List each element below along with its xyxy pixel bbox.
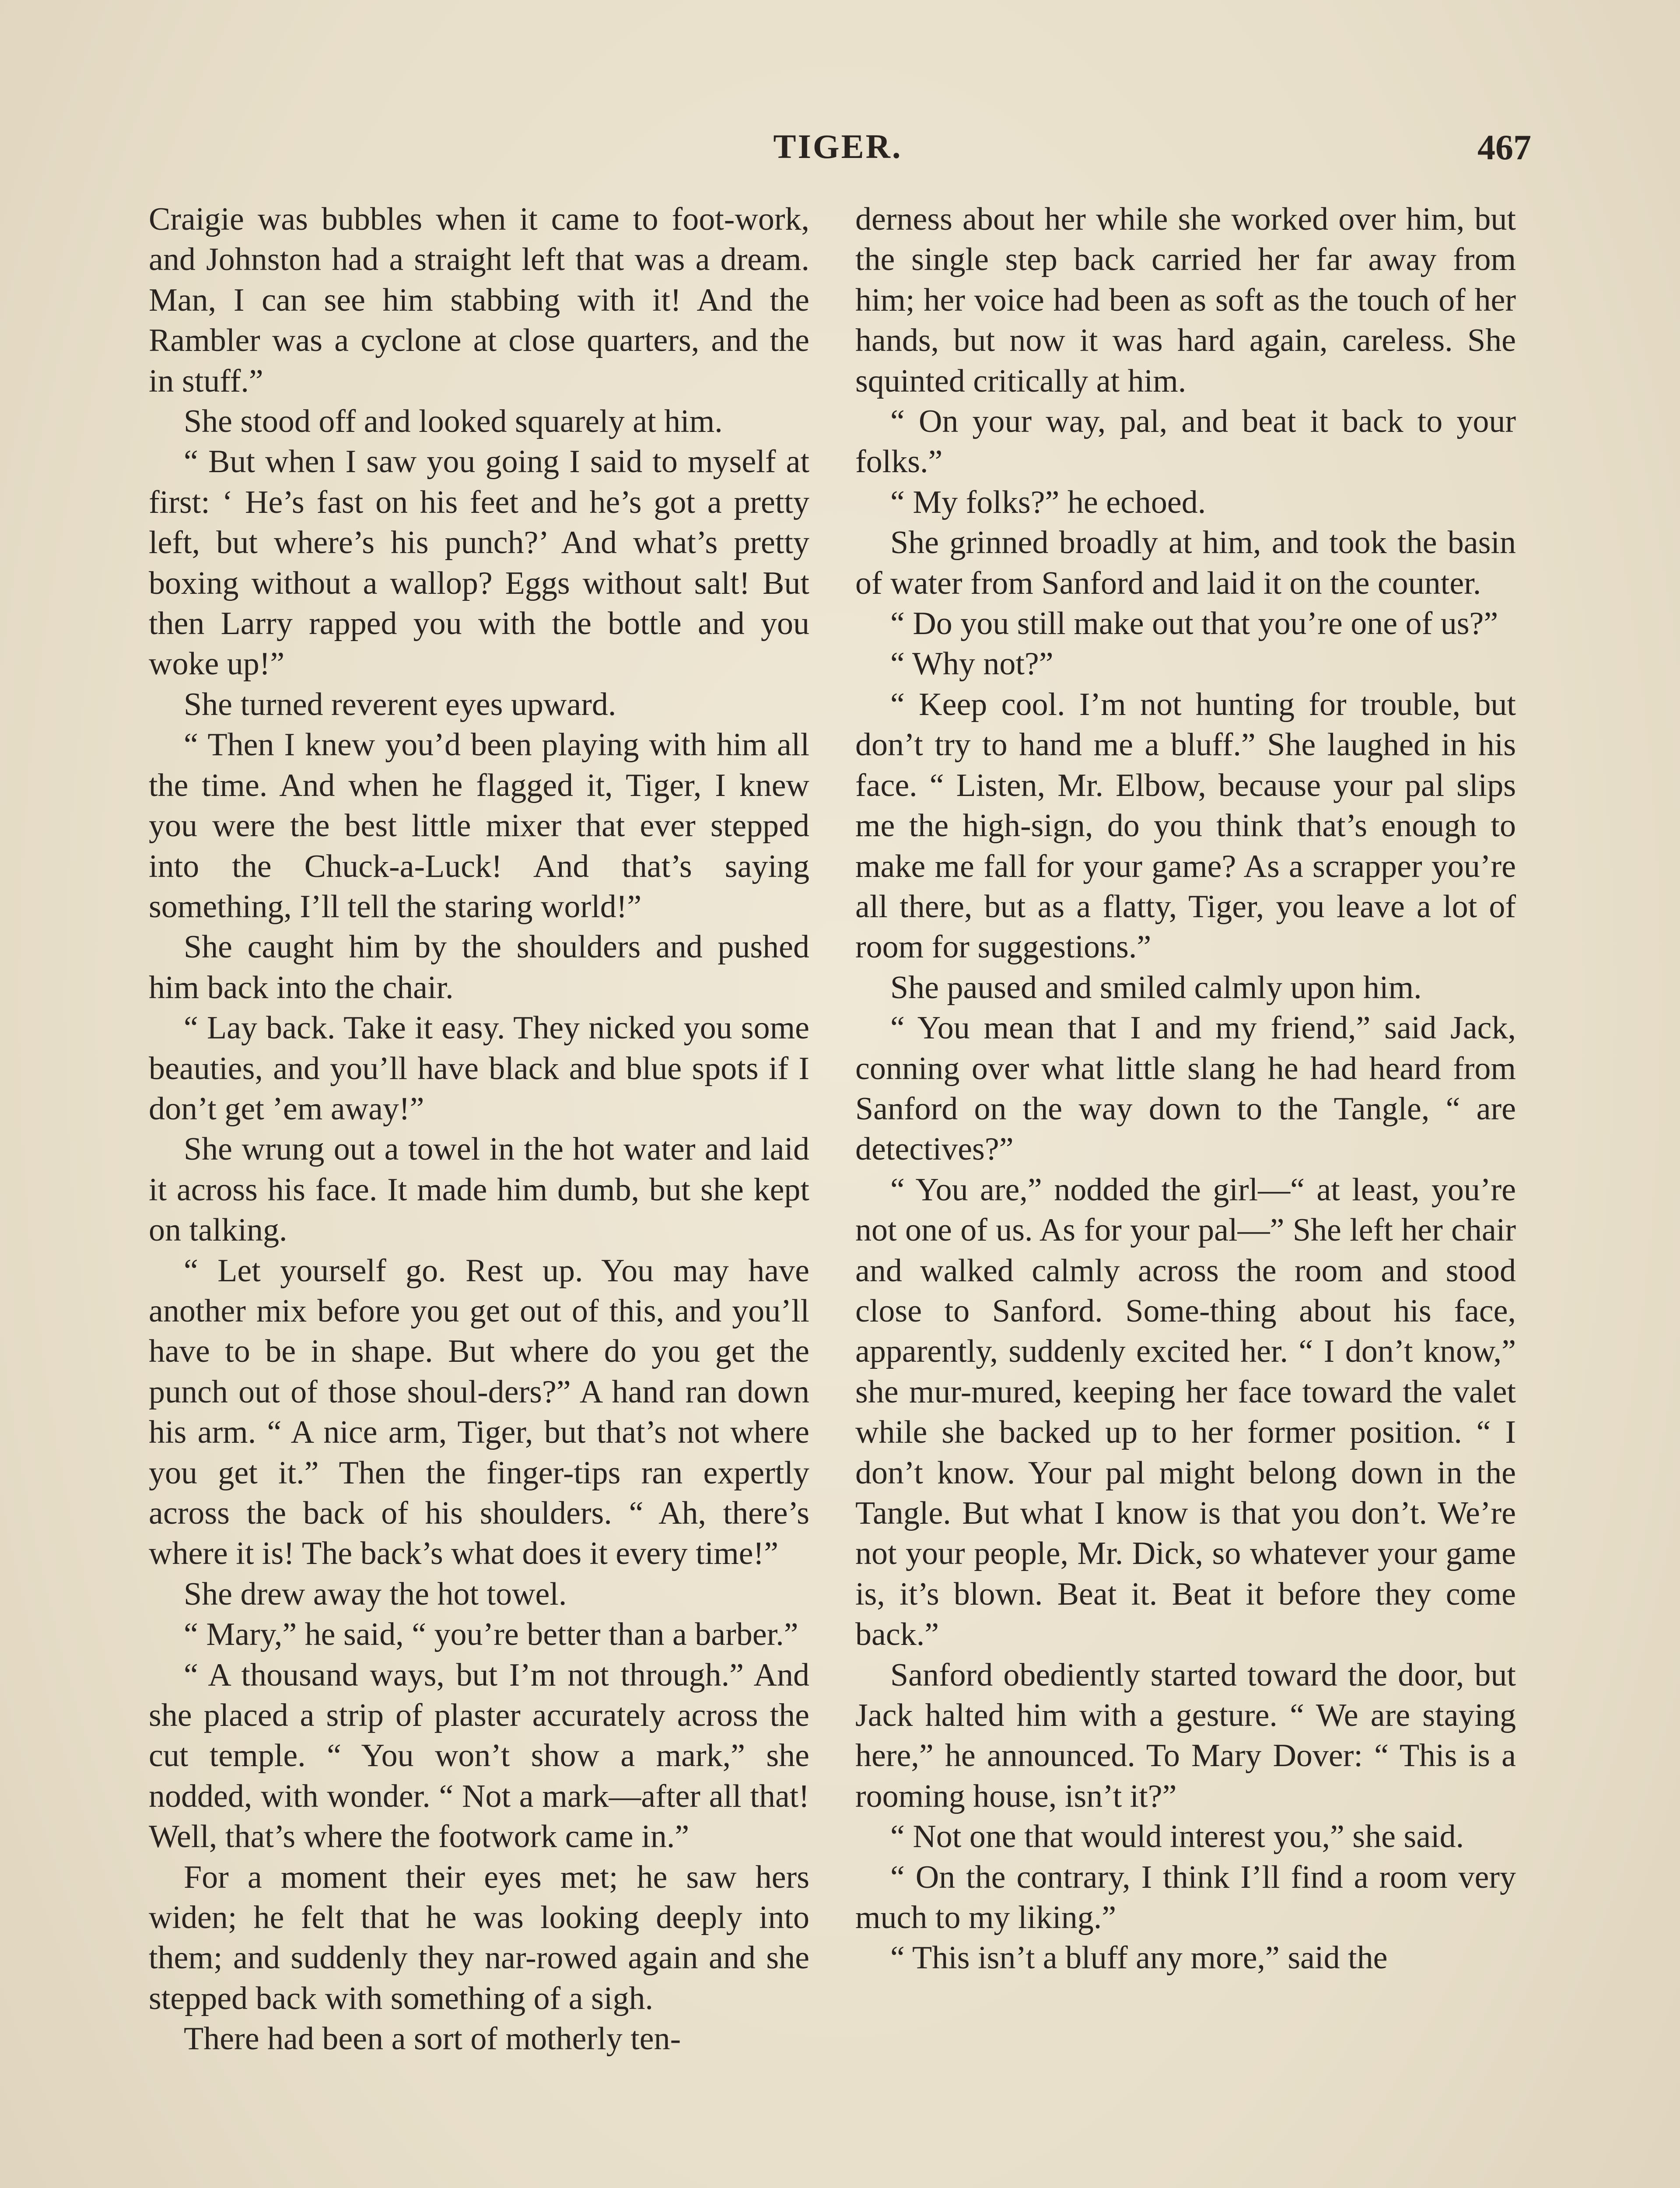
paragraph: “ Then I knew you’d been playing with him all the time. And when he flagged it, Tiger, I knew you were the best little mixer that ever stepped into the Chuck-a-Luck! And that’s saying something, I’ll tell the staring world!”: [149, 727, 809, 925]
paragraph: She paused and smiled calmly upon him.: [890, 969, 1422, 1006]
paragraph: “ On your way, pal, and beat it back to your folks.”: [855, 403, 1516, 480]
paragraph: “ Why not?”: [890, 646, 1054, 682]
paragraph: “ You mean that I and my friend,” said Jack, conning over what little slang he had heard from Sanford on the way down to the Tangle, “ are detectives?”: [855, 1010, 1516, 1168]
running-title: TIGER.: [773, 127, 903, 165]
paragraph: She caught him by the shoulders and pushed him back into the chair.: [149, 929, 809, 1006]
paragraph: There had been a sort of motherly ten-: [184, 2021, 681, 2057]
paragraph: “ Not one that would interest you,” she said.: [890, 1819, 1464, 1855]
paragraph: “ You are,” nodded the girl—“ at least, you’re not one of us. As for your pal—” She left her chair and walked calmly across the room and stood close to Sanford. Some-thing about his face, apparently, suddenly excited her. “ I don’t know,” she mur-mured, keeping her face toward the valet while she backed up to her former position. “ I don’t know. Your pal might belong down in the Tangle. But what I know is that you don’t. We’re not your people, Mr. Dick, so whatever your game is, it’s blown. Beat it. Beat it before they come back.”: [855, 1171, 1516, 1653]
paragraph: “ Do you still make out that you’re one of us?”: [890, 606, 1498, 642]
paragraph: derness about her while she worked over him, but the single step back carried her far away from him; her voice had been as soft as the touch of her hands, but now it was hard again, careless. She squinted critically at him.: [855, 201, 1516, 399]
paragraph: She stood off and looked squarely at him.: [184, 403, 723, 440]
paragraph: “ My folks?” he echoed.: [890, 484, 1206, 520]
paragraph: She wrung out a towel in the hot water and laid it across his face. It made him dumb, but she kept on talking.: [149, 1131, 809, 1248]
page-number: 467: [1477, 127, 1531, 167]
paragraph: Sanford obediently started toward the door, but Jack halted him with a gesture. “ We are staying here,” he announced. To Mary Dover: “ This is a rooming house, isn’t it?”: [855, 1657, 1516, 1814]
paragraph: “ This isn’t a bluff any more,” said the: [890, 1940, 1388, 1976]
page-header: [144, 127, 1531, 175]
paragraph: She turned reverent eyes upward.: [184, 686, 616, 722]
paragraph: “ On the contrary, I think I’ll find a room very much to my liking.”: [855, 1859, 1516, 1936]
paragraph: She drew away the hot towel.: [184, 1576, 567, 1612]
right-text-column: [855, 199, 1516, 1978]
paragraph: “ But when I saw you going I said to myself at first: ‘ He’s fast on his feet and he’s got a pretty left, but where’s his punch?’ And what’s pretty boxing without a wallop? Eggs without salt! But then Larry rapped you with the bottle and you woke up!”: [149, 444, 809, 682]
paragraph: “ Lay back. Take it easy. They nicked you some beauties, and you’ll have black and blue spots if I don’t get ’em away!”: [149, 1010, 809, 1127]
paragraph: For a moment their eyes met; he saw hers widen; he felt that he was looking deeply into them; and suddenly they nar-rowed again and she stepped back with something of a sigh.: [149, 1859, 809, 2016]
paragraph: “ Mary,” he said, “ you’re better than a barber.”: [184, 1616, 798, 1653]
paragraph: “ Let yourself go. Rest up. You may have another mix before you get out of this, and you’ll have to be in shape. But where do you get the punch out of those shoul-ders?” A hand ran down his arm. “ A nice arm, Tiger, but that’s not where you get it.” Then the finger-tips ran expertly across the back of his shoulders. “ Ah, there’s where it is! The back’s what does it every time!”: [149, 1252, 809, 1572]
paragraph: She grinned broadly at him, and took the basin of water from Sanford and laid it on the counter.: [855, 525, 1516, 601]
paragraph: Craigie was bubbles when it came to foot-work, and Johnston had a straight left that was a dream. Man, I can see him stabbing with it! And the Rambler was a cyclone at close quarters, and the in stuff.”: [149, 201, 809, 399]
paragraph: “ Keep cool. I’m not hunting for trouble, but don’t try to hand me a bluff.” She laughed in his face. “ Listen, Mr. Elbow, because your pal slips me the high-sign, do you think that’s enough to make me fall for your game? As a scrapper you’re all there, but as a flatty, Tiger, you leave a lot of room for suggestions.”: [855, 686, 1516, 965]
left-text-column: [149, 199, 809, 2059]
paragraph: “ A thousand ways, but I’m not through.” And she placed a strip of plaster accurately across the cut temple. “ You won’t show a mark,” she nodded, with wonder. “ Not a mark—after all that! Well, that’s where the footwork came in.”: [149, 1657, 809, 1855]
